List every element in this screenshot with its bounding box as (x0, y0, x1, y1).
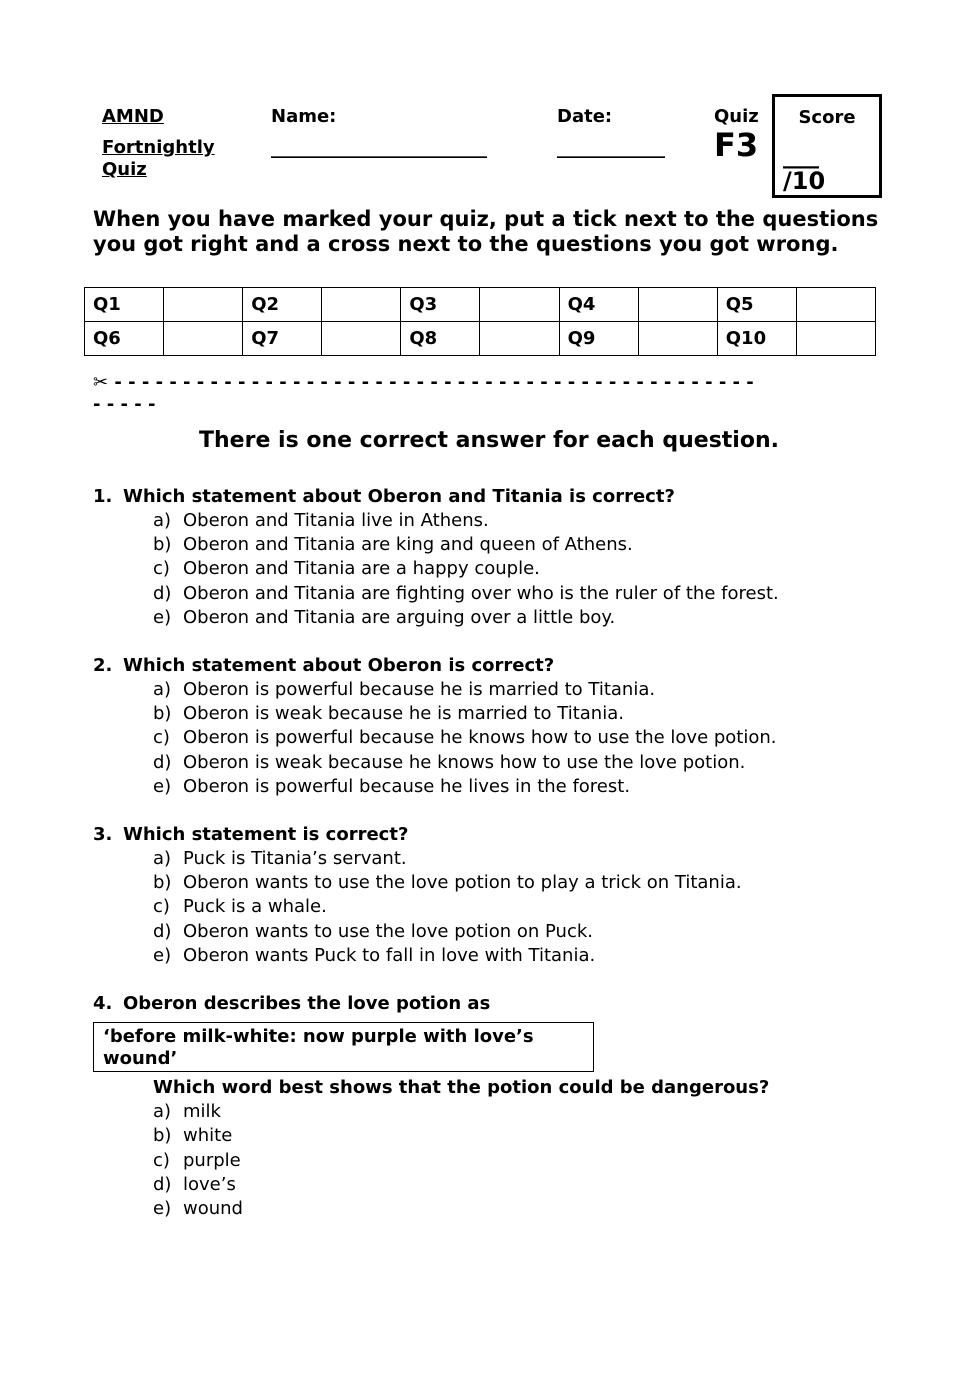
grid-label-q5: Q5 (717, 288, 796, 322)
option-text: Oberon is powerful because he is married to Titania. (183, 679, 656, 700)
question-number: 1. (93, 486, 113, 507)
option-item[interactable] (153, 751, 777, 775)
option-list (153, 1076, 769, 1221)
option-text: white (183, 1125, 233, 1147)
option-item[interactable] (153, 920, 742, 944)
grid-mark-cell[interactable] (322, 288, 401, 322)
option-item[interactable] (153, 895, 742, 919)
option-item[interactable] (153, 606, 779, 630)
question-stem (93, 992, 490, 1016)
question-4-options (93, 1076, 769, 1221)
grid-label-q6: Q6 (85, 322, 164, 356)
option-label: e) (153, 606, 172, 628)
option-label: e) (153, 944, 172, 966)
grid-label-q7: Q7 (243, 322, 322, 356)
grid-label-q1: Q1 (85, 288, 164, 322)
grid-mark-cell[interactable] (796, 288, 875, 322)
sub-question: Which word best shows that the potion could be dangerous? (153, 1077, 770, 1098)
score-label: Score (798, 107, 856, 128)
grid-mark-cell[interactable] (480, 322, 559, 356)
option-item[interactable] (153, 678, 777, 702)
cut-dashes-continued: - - - - - (93, 394, 156, 415)
grid-mark-cell[interactable] (638, 322, 717, 356)
grid-mark-cell[interactable] (796, 322, 875, 356)
option-item[interactable] (153, 726, 777, 750)
option-label: d) (153, 1173, 172, 1195)
subject-subtitle (102, 137, 215, 181)
option-text: Oberon is powerful because he lives in the forest. (183, 775, 631, 797)
option-item[interactable] (153, 557, 779, 581)
name-label: Name: (271, 106, 337, 127)
option-item[interactable] (153, 1149, 769, 1173)
date-label: Date: (557, 106, 613, 127)
question-number: 3. (93, 824, 113, 845)
option-item[interactable] (153, 582, 779, 606)
option-item[interactable] (153, 533, 779, 557)
quiz-title: There is one correct answer for each question. (199, 428, 779, 453)
option-text: wound (183, 1197, 243, 1219)
question-3 (93, 823, 742, 968)
option-item[interactable] (153, 509, 779, 533)
option-label: b) (153, 872, 172, 894)
score-total: /10 (783, 167, 826, 195)
option-text: Oberon wants Puck to fall in love with Titania. (183, 944, 596, 966)
option-label: d) (153, 920, 172, 942)
option-label: c) (153, 558, 170, 580)
name-field[interactable]: ________________________ (271, 138, 487, 159)
option-text: Puck is a whale. (183, 896, 327, 918)
question-2 (93, 654, 777, 799)
score-blank[interactable]: ___ (783, 141, 819, 169)
question-4 (93, 992, 490, 1016)
option-text: Oberon and Titania are king and queen of Athens. (183, 534, 633, 556)
option-item[interactable] (153, 1173, 769, 1197)
grid-mark-cell[interactable] (322, 322, 401, 356)
option-text: Oberon and Titania are arguing over a little boy. (183, 606, 616, 628)
subject-title: AMND (102, 106, 164, 127)
question-number: 2. (93, 655, 113, 676)
option-item[interactable] (153, 775, 777, 799)
grid-label-q8: Q8 (401, 322, 480, 356)
option-text: love’s (183, 1173, 236, 1195)
option-label: a) (153, 510, 172, 531)
option-label: d) (153, 751, 172, 773)
option-item[interactable] (153, 1197, 769, 1221)
option-text: Puck is Titania’s servant. (183, 848, 407, 869)
option-text: Oberon and Titania are a happy couple. (183, 558, 540, 580)
question-text: Oberon describes the love potion as (123, 993, 491, 1014)
option-text: Oberon is weak because he knows how to use the love potion. (183, 751, 746, 773)
quiz-label: Quiz (714, 106, 759, 127)
grid-mark-cell[interactable] (638, 288, 717, 322)
option-item[interactable] (153, 944, 742, 968)
option-label: d) (153, 582, 172, 604)
grid-label-q9: Q9 (559, 322, 638, 356)
date-field[interactable]: ____________ (557, 138, 665, 159)
marking-instructions: When you have marked your quiz, put a tick next to the questions you got right and a cross next to the questions you got wrong. (93, 207, 879, 256)
grid-label-q2: Q2 (243, 288, 322, 322)
option-text: Oberon wants to use the love potion to play a trick on Titania. (183, 872, 742, 894)
question-stem (93, 485, 779, 509)
question-text: Which statement about Oberon and Titania is correct? (123, 486, 675, 507)
option-text: Oberon wants to use the love potion on Puck. (183, 920, 594, 942)
option-label: c) (153, 727, 170, 749)
option-text: Oberon is powerful because he knows how to use the love potion. (183, 727, 777, 749)
option-text: Oberon and Titania live in Athens. (183, 510, 489, 531)
scissors-icon: ✂ (93, 372, 109, 393)
option-label: b) (153, 534, 172, 556)
grid-mark-cell[interactable] (164, 288, 243, 322)
option-text: purple (183, 1149, 241, 1171)
mark-grid-row (85, 322, 876, 356)
option-label: b) (153, 703, 172, 725)
option-text: Oberon is weak because he is married to Titania. (183, 703, 624, 725)
cut-line (93, 372, 888, 416)
quote-box: ‘before milk-white: now purple with love’s wound’ (93, 1022, 594, 1072)
subject-subtitle-line1: Fortnightly (102, 137, 215, 158)
grid-label-q10: Q10 (717, 322, 796, 356)
option-list (153, 678, 777, 799)
option-label: e) (153, 775, 172, 797)
option-list (153, 847, 742, 968)
option-label: a) (153, 679, 172, 700)
option-text: Oberon and Titania are fighting over who is the ruler of the forest. (183, 582, 779, 604)
option-label: a) (153, 848, 172, 869)
grid-mark-cell[interactable] (480, 288, 559, 322)
mark-grid (84, 287, 876, 356)
option-item[interactable] (153, 847, 742, 871)
option-list (153, 509, 779, 630)
option-label: c) (153, 896, 170, 918)
option-item[interactable] (153, 871, 742, 895)
grid-label-q4: Q4 (559, 288, 638, 322)
question-number: 4. (93, 993, 113, 1014)
subject-subtitle-line2: Quiz (102, 159, 147, 180)
option-label: e) (153, 1197, 172, 1219)
mark-grid-row (85, 288, 876, 322)
score-box (772, 94, 882, 198)
question-stem (93, 654, 777, 678)
option-label: c) (153, 1149, 170, 1171)
question-stem (93, 823, 742, 847)
cut-dashes: - - - - - - - - - - - - - - - - - - - - - - - - - - - - - - - - - - - - - - - - - - - - - - - (114, 372, 754, 393)
option-label: a) (153, 1101, 172, 1123)
quiz-code: F3 (714, 126, 759, 164)
option-label: b) (153, 1125, 172, 1147)
option-item[interactable] (153, 1124, 769, 1148)
question-text: Which statement about Oberon is correct? (123, 655, 555, 676)
grid-label-q3: Q3 (401, 288, 480, 322)
option-item[interactable] (153, 1100, 769, 1124)
grid-mark-cell[interactable] (164, 322, 243, 356)
option-text: milk (183, 1101, 221, 1123)
question-text: Which statement is correct? (123, 824, 409, 845)
option-item[interactable] (153, 702, 777, 726)
question-1 (93, 485, 779, 630)
